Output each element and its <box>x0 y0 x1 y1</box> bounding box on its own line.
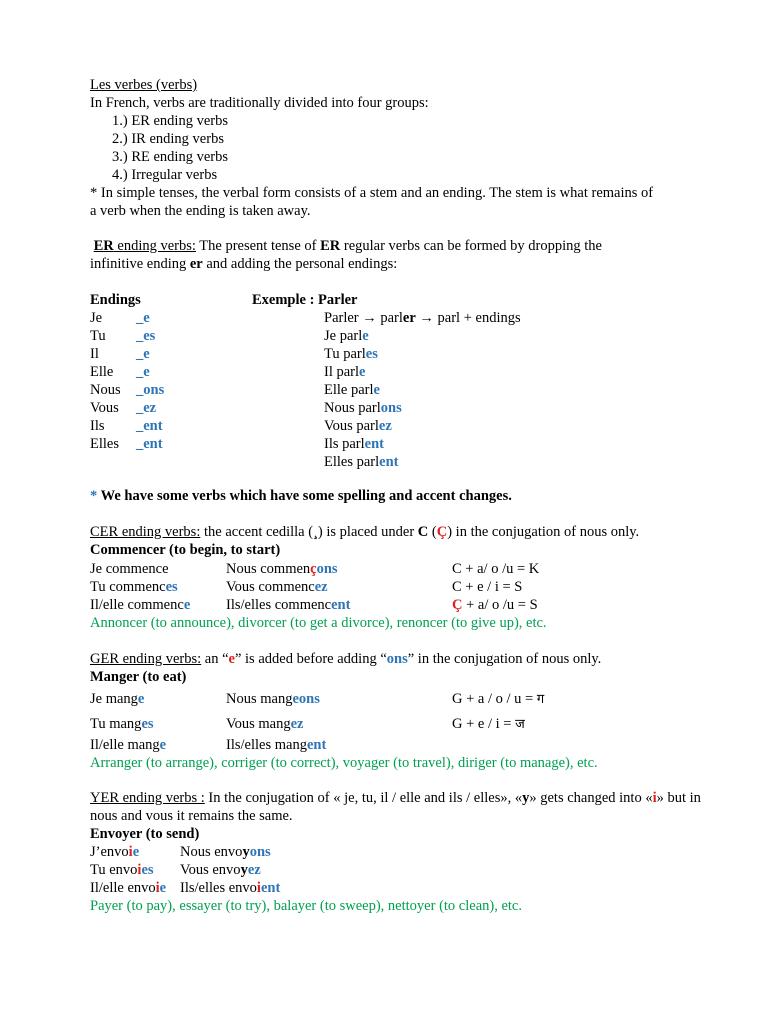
group-item: 1.) ER ending verbs <box>112 113 228 129</box>
cer-col1: Tu commences <box>90 579 178 595</box>
er-heading-line: ER ending verbs: The present tense of ER regular verbs can be formed by dropping the <box>93 238 602 254</box>
stem-note: * In simple tenses, the verbal form consists of a stem and an ending. The stem is what remains of <box>90 185 654 201</box>
stem-note-cont: a verb when the ending is taken away. <box>90 203 311 219</box>
ger-verb: Manger (to eat) <box>90 669 187 685</box>
cer-rule: C + a/ o /u = K <box>452 561 540 577</box>
doc-title: Les verbes (verbs) <box>90 77 198 93</box>
yer-examples: Payer (to pay), essayer (to try), balayer (to sweep), nettoyer (to clean), etc. <box>90 898 522 914</box>
derivation-line: Parler → parler → parl + endings <box>324 310 521 326</box>
ending-suffix: _ez <box>136 400 157 416</box>
example-label: Exemple : Parler <box>252 292 358 308</box>
er-desc-line: infinitive ending er and adding the personal endings: <box>90 256 398 272</box>
ger-examples: Arranger (to arrange), corriger (to correct), voyager (to travel), diriger (to manage), etc. <box>90 755 598 771</box>
ger-col1: Je mange <box>90 691 145 707</box>
ger-rule: G + e / i = ज <box>452 716 525 732</box>
intro-line: In French, verbs are traditionally divided into four groups: <box>90 95 429 111</box>
conj-form: Nous parlons <box>324 400 402 416</box>
pronoun: Je <box>90 310 103 326</box>
group-item: 2.) IR ending verbs <box>112 131 224 147</box>
yer-col2: Ils/elles envoient <box>180 880 281 896</box>
ending-suffix: _ent <box>136 418 163 434</box>
ger-desc: GER ending verbs: an “e” is added before adding “ons” in the conjugation of nous only. <box>90 651 602 667</box>
conj-form: Ils parlent <box>324 436 385 452</box>
yer-desc-cont: nous and vous it remains the same. <box>90 808 293 824</box>
ger-col1: Tu manges <box>90 716 154 732</box>
yer-col1: Tu envoies <box>90 862 154 878</box>
ending-suffix: _e <box>136 346 150 362</box>
ending-suffix: _e <box>136 310 150 326</box>
pronoun: Elles <box>90 436 119 452</box>
cer-rule: C + e / i = S <box>452 579 523 595</box>
endings-label: Endings <box>90 292 141 308</box>
ending-suffix: _e <box>136 364 150 380</box>
cer-col1: Il/elle commence <box>90 597 191 613</box>
ending-suffix: _ons <box>136 382 165 398</box>
pronoun: Nous <box>90 382 121 398</box>
yer-desc: YER ending verbs : In the conjugation of « je, tu, il / elle and ils / elles», «y» gets changed into «i» but in <box>90 790 701 806</box>
pronoun: Ils <box>90 418 105 434</box>
cer-col2: Ils/elles commencent <box>226 597 351 613</box>
spelling-note: * We have some verbs which have some spelling and accent changes. <box>90 488 512 504</box>
cer-verb: Commencer (to begin, to start) <box>90 542 281 558</box>
ger-col2: Vous mangez <box>226 716 304 732</box>
conj-form: Elle parle <box>324 382 380 398</box>
cer-rule: Ç + a/ o /u = S <box>452 597 538 613</box>
group-item: 4.) Irregular verbs <box>112 167 218 183</box>
group-item: 3.) RE ending verbs <box>112 149 228 165</box>
cer-col1: Je commence <box>90 561 169 577</box>
ending-suffix: _es <box>136 328 156 344</box>
ger-col2: Nous mangeons <box>226 691 320 707</box>
ger-col1: Il/elle mange <box>90 737 167 753</box>
cer-desc: CER ending verbs: the accent cedilla (¸) is placed under C (Ç) in the conjugation of nous only. <box>90 524 640 540</box>
yer-verb: Envoyer (to send) <box>90 826 200 842</box>
yer-col1: J’envoie <box>90 844 140 860</box>
pronoun: Vous <box>90 400 119 416</box>
pronoun: Elle <box>90 364 114 380</box>
conj-form: Vous parlez <box>324 418 392 434</box>
conj-form: Il parle <box>324 364 366 380</box>
cer-col2: Vous commencez <box>226 579 328 595</box>
conj-form: Tu parles <box>324 346 378 362</box>
yer-col2: Nous envoyons <box>180 844 271 860</box>
ending-suffix: _ent <box>136 436 163 452</box>
cer-examples: Annoncer (to announce), divorcer (to get a divorce), renoncer (to give up), etc. <box>90 615 547 631</box>
ger-col2: Ils/elles mangent <box>226 737 327 753</box>
cer-col2: Nous commençons <box>226 561 338 577</box>
yer-col1: Il/elle envoie <box>90 880 167 896</box>
conj-form: Je parle <box>324 328 369 344</box>
conj-form: Elles parlent <box>324 454 399 470</box>
pronoun: Tu <box>90 328 106 344</box>
yer-col2: Vous envoyez <box>180 862 261 878</box>
ger-rule: G + a / o / u = ग <box>452 691 545 707</box>
pronoun: Il <box>90 346 99 362</box>
